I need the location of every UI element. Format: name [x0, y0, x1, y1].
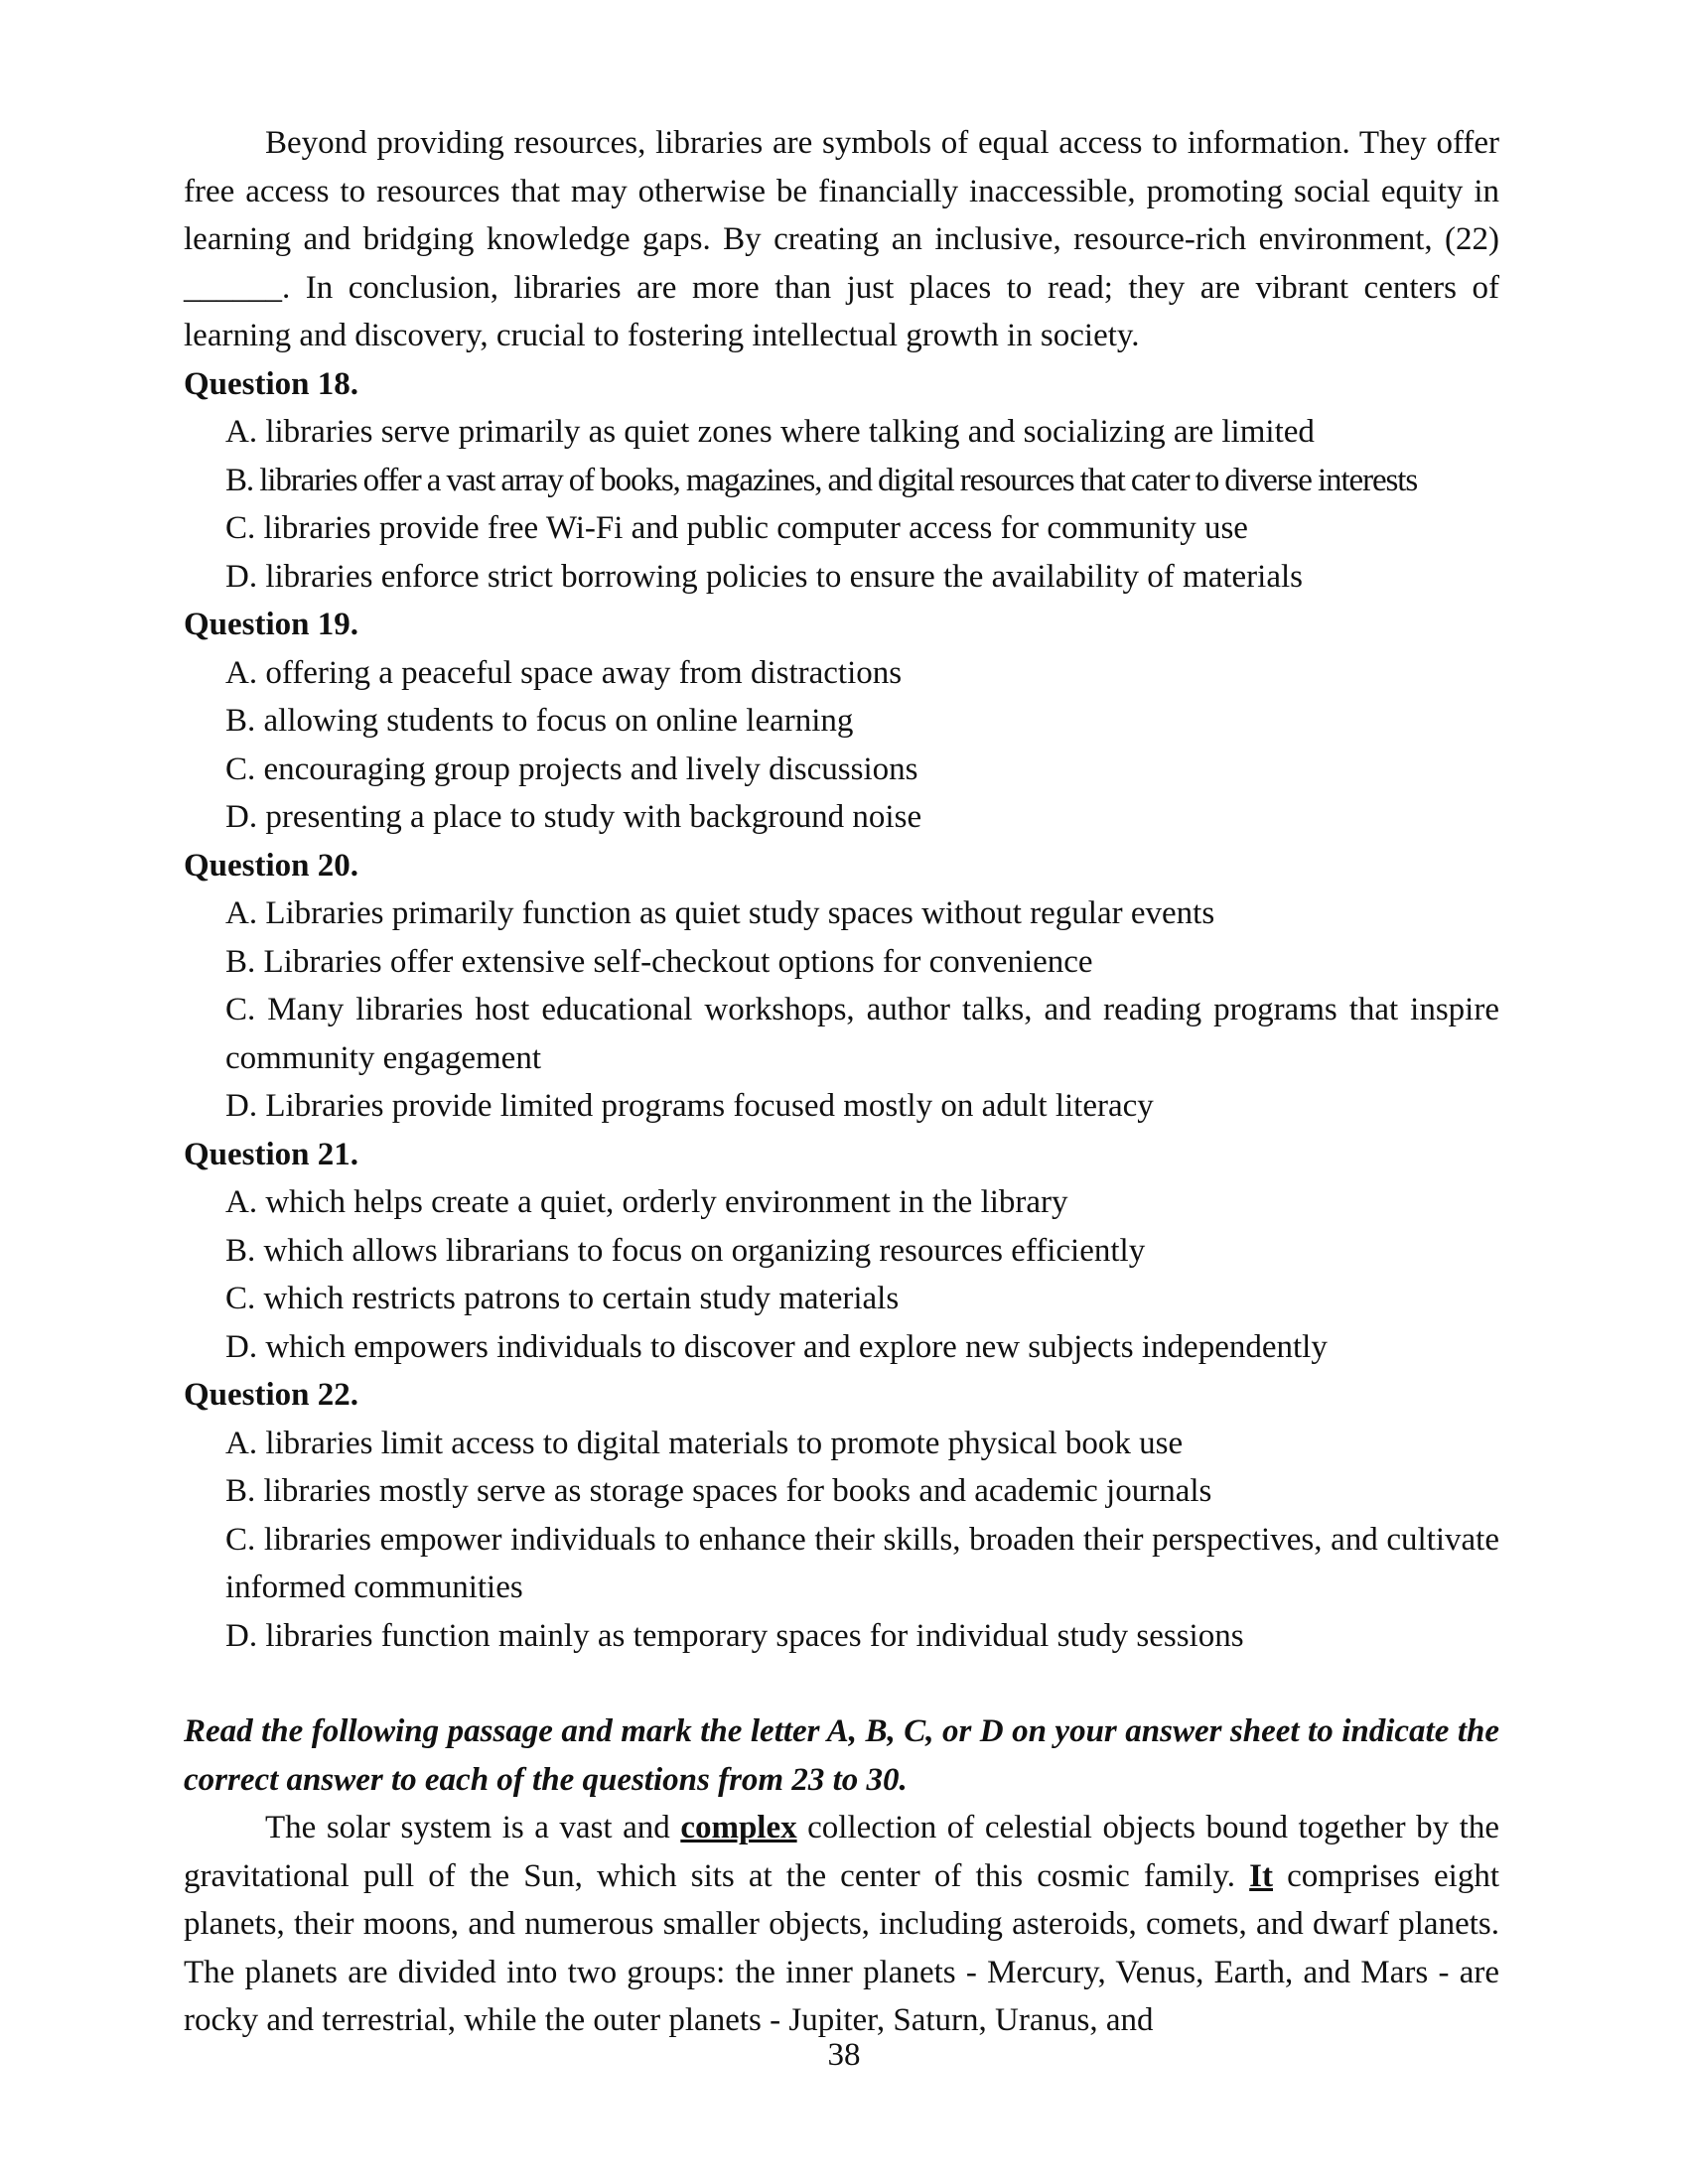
option-d: D. libraries enforce strict borrowing policies to ensure the availability of materials [225, 558, 1303, 595]
passage-text: comprises eight planets, their moons, and numerous smaller objects, including asteroids, comets, and dwarf planets. The planets are divided into two groups: the inner planets - Mercury, Venus, Earth, and Mars - are rocky and terrestrial, while the outer planets - Jupiter, Saturn, Uranus, and [184, 1857, 1500, 2038]
option-c: C. Many libraries host educational workshops, author talks, and reading programs that inspire community engagement [225, 992, 1499, 1076]
passage-bottom-paragraph [184, 1804, 1499, 2045]
option-b: B. libraries offer a vast array of books, magazines, and digital resources that cater to diverse interests [225, 462, 1418, 498]
question-title: Question 20. [184, 847, 359, 884]
option-c: C. encouraging group projects and lively discussions [225, 751, 918, 787]
option-c: C. libraries provide free Wi-Fi and public computer access for community use [225, 510, 1248, 546]
option-a: A. offering a peaceful space away from distractions [225, 654, 903, 691]
underlined-word-complex: complex [680, 1810, 797, 1845]
option-c: C. which restricts patrons to certain study materials [225, 1281, 900, 1316]
option-d: D. which empowers individuals to discover and explore new subjects independently [225, 1328, 1328, 1365]
question-title: Question 22. [184, 1377, 359, 1413]
option-a: A. libraries limit access to digital materials to promote physical book use [225, 1425, 1184, 1461]
question-title: Question 21. [184, 1136, 359, 1172]
question-18 [184, 360, 1499, 602]
underlined-word-it: It [1249, 1857, 1274, 1894]
option-d: D. Libraries provide limited programs focused mostly on adult literacy [225, 1088, 1154, 1124]
option-c: C. libraries empower individuals to enhance their skills, broaden their perspectives, and cultivate informed communities [225, 1521, 1499, 1605]
document-page [184, 119, 1499, 2045]
passage-text: collection of celestial objects bound together by the gravitational pull of the Sun, which sits at the center of this cosmic family. [184, 1810, 1499, 1894]
option-b: B. Libraries offer extensive self-checkout options for convenience [225, 943, 1093, 980]
option-d: D. presenting a place to study with background noise [225, 799, 922, 835]
question-21 [184, 1131, 1499, 1372]
question-22 [184, 1371, 1499, 1660]
question-19 [184, 601, 1499, 842]
passage-top-paragraph: Beyond providing resources, libraries are symbols of equal access to information. They offer free access to resources that may otherwise be financially inaccessible, promoting social equity in learning and bridging knowledge gaps. By creating an inclusive, resource-rich environment, (22) ______. In conclusion, libraries are more than just places to read; they are vibrant centers of learning and discovery, crucial to fostering intellectual growth in society. [184, 125, 1499, 353]
option-a: A. Libraries primarily function as quiet study spaces without regular events [225, 895, 1215, 931]
question-title: Question 19. [184, 607, 359, 642]
option-a: A. libraries serve primarily as quiet zones where talking and socializing are limited [225, 414, 1315, 450]
option-d: D. libraries function mainly as temporary spaces for individual study sessions [225, 1617, 1244, 1654]
option-b: B. allowing students to focus on online learning [225, 703, 854, 739]
passage-text: The solar system is a vast and [265, 1810, 670, 1845]
section-spacer [184, 1660, 1499, 1707]
page-number: 38 [827, 2037, 861, 2073]
question-20 [184, 842, 1499, 1131]
question-title: Question 18. [184, 365, 359, 402]
reading-instruction: Read the following passage and mark the letter A, B, C, or D on your answer sheet to indicate the correct answer to each of the questions from 23 to 30. [184, 1713, 1499, 1798]
option-a: A. which helps create a quiet, orderly environment in the library [225, 1184, 1068, 1220]
option-b: B. which allows librarians to focus on organizing resources efficiently [225, 1232, 1146, 1269]
option-b: B. libraries mostly serve as storage spaces for books and academic journals [225, 1473, 1212, 1509]
